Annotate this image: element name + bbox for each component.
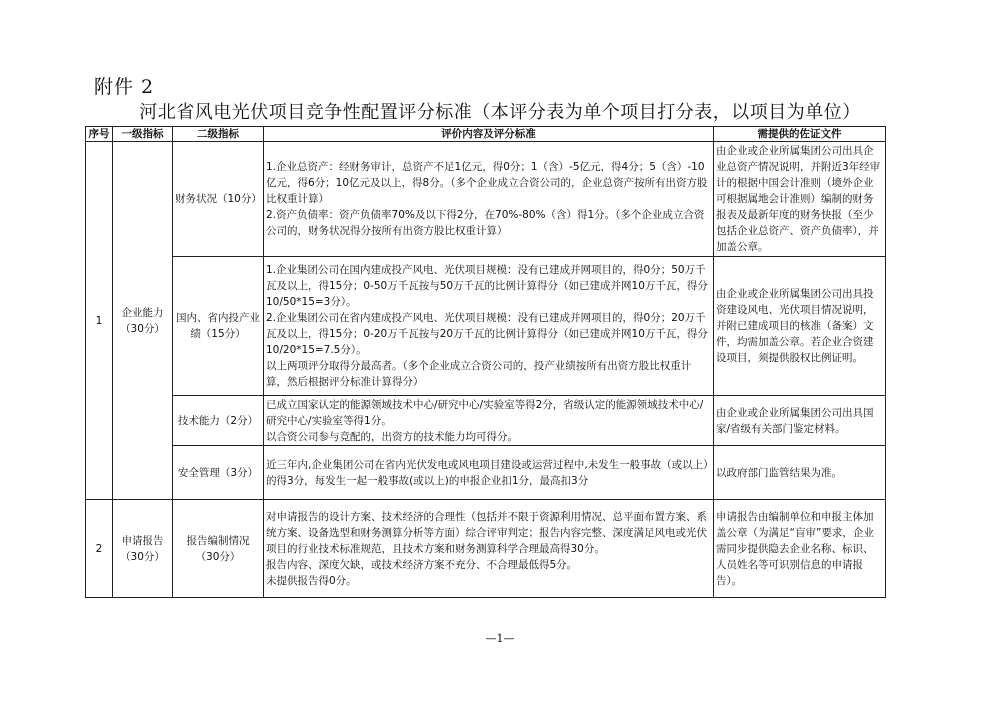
attachment-label: 附件 2 (94, 76, 155, 98)
criteria-line: 报告内容、深度欠缺，或技术经济方案不充分、不合理最低得5分。 (266, 558, 578, 571)
criteria-line: 以合资公司参与竞配的，出资方的技术能力均可得分。 (266, 430, 518, 443)
criteria-line: 2.资产负债率：资产负债率70%及以下得2分，在70%-80%（含）得1分。（多个企业成立合资公司的，财务状况得分按所有出资方股比权重计算） (266, 209, 705, 237)
criteria-line: 1.企业集团公司在国内建成投产风电、光伏项目规模：没有已建成并网项目的，得0分；50万千瓦及以上，得15分；0-50万千瓦按与50万千瓦的比例计算得分（如已建成并网10万千瓦，得分10/50*15=3分）。 (266, 264, 708, 308)
docs-cell: 以政府部门监管结果为准。 (714, 446, 886, 500)
seq-cell: 2 (86, 500, 113, 598)
level2-cell: 报告编制情况（30分） (173, 500, 264, 598)
seq-cell: 1 (86, 142, 113, 500)
criteria-cell (264, 446, 714, 500)
level2-cell: 技术能力（2分） (173, 396, 264, 446)
criteria-line: 对申请报告的设计方案、技术经济的合理性（包括并不限于资源利用情况、总平面布置方案、系统方案、设备选型和财务测算分析等方面）综合评审判定；报告内容完整、深度满足风电或光伏项目的行业技术标准规范，且技术方案和财务测算科学合理最高得30分。 (266, 510, 707, 555)
level2-cell: 安全管理（3分） (173, 446, 264, 500)
header-seq: 序号 (86, 127, 113, 142)
criteria-line: 1.企业总资产：经财务审计，总资产不足1亿元，得0分；1（含）-5亿元，得4分；5（含）-10亿元，得6分；10亿元及以上，得8分。（多个企业成立合资公司的，企业总资产按所有出资方股比权重计算） (266, 161, 708, 205)
level1-cell: 企业能力（30分） (113, 142, 173, 500)
docs-cell: 申请报告由编制单位和申报主体加盖公章（为满足“盲审”要求，企业需同步提供隐去企业名称、标识、人员姓名等可识别信息的申请报告）。 (714, 500, 886, 598)
level2-cell: 国内、省内投产业绩（15分） (173, 257, 264, 396)
criteria-line: 未提供报告得0分。 (266, 574, 357, 587)
page-title: 河北省风电光伏项目竞争性配置评分标准（本评分表为单个项目打分表，以项目为单位） (139, 102, 861, 123)
scoring-table (85, 126, 886, 598)
criteria-cell (264, 142, 714, 257)
docs-cell: 由企业或企业所属集团公司出具投资建设风电、光伏项目情况说明，并附已建成项目的核准（备案）文件，均需加盖公章。若企业合资建设项目，须提供股权比例证明。 (714, 257, 886, 396)
table-row (86, 446, 886, 500)
header-level2: 二级指标 (173, 127, 264, 142)
table-row (86, 396, 886, 446)
criteria-cell (264, 257, 714, 396)
header-criteria: 评价内容及评分标准 (264, 127, 714, 142)
criteria-line: 近三年内,企业集团公司在省内光伏发电或风电项目建设或运营过程中,未发生一般事故（或以上）的得3分，每发生一起一般事故(或以上)的申报企业扣1分，最高扣3分 (266, 458, 709, 487)
table-row (86, 500, 886, 598)
criteria-cell (264, 500, 714, 598)
criteria-cell (264, 396, 714, 446)
page-number: —1— (485, 632, 515, 645)
level2-cell: 财务状况（10分） (173, 142, 264, 257)
criteria-line: 以上两项评分取得分最高者。（多个企业成立合资公司的，投产业绩按所有出资方股比权重计算，然后根据评分标准计算得分） (266, 360, 692, 388)
docs-cell: 由企业或企业所属集团公司出具国家/省级有关部门鉴定材料。 (714, 396, 886, 446)
criteria-line: 2.企业集团公司在省内建成投产风电、光伏项目规模：没有已建成并网项目的，得0分；20万千瓦及以上，得15分；0-20万千瓦按与20万千瓦的比例计算得分（如已建成并网10万千瓦，得分10/20*15=7.5分）。 (266, 312, 708, 356)
level1-cell: 申请报告（30分） (113, 500, 173, 598)
criteria-line: 已成立国家认定的能源领域技术中心/研究中心/实验室等得2分，省级认定的能源领域技术中心/研究中心/实验室等得1分。 (266, 398, 704, 427)
table-row (86, 257, 886, 396)
table-header-row (86, 127, 886, 142)
table-row (86, 142, 886, 257)
header-docs: 需提供的佐证文件 (714, 127, 886, 142)
docs-cell: 由企业或企业所属集团公司出具企业总资产情况说明，并附近3年经审计的根据中国会计准则（境外企业可根据属地会计准则）编制的财务报表及最新年度的财务快报（至少包括企业总资产、资产负债率），并加盖公章。 (714, 142, 886, 257)
header-level1: 一级指标 (113, 127, 173, 142)
